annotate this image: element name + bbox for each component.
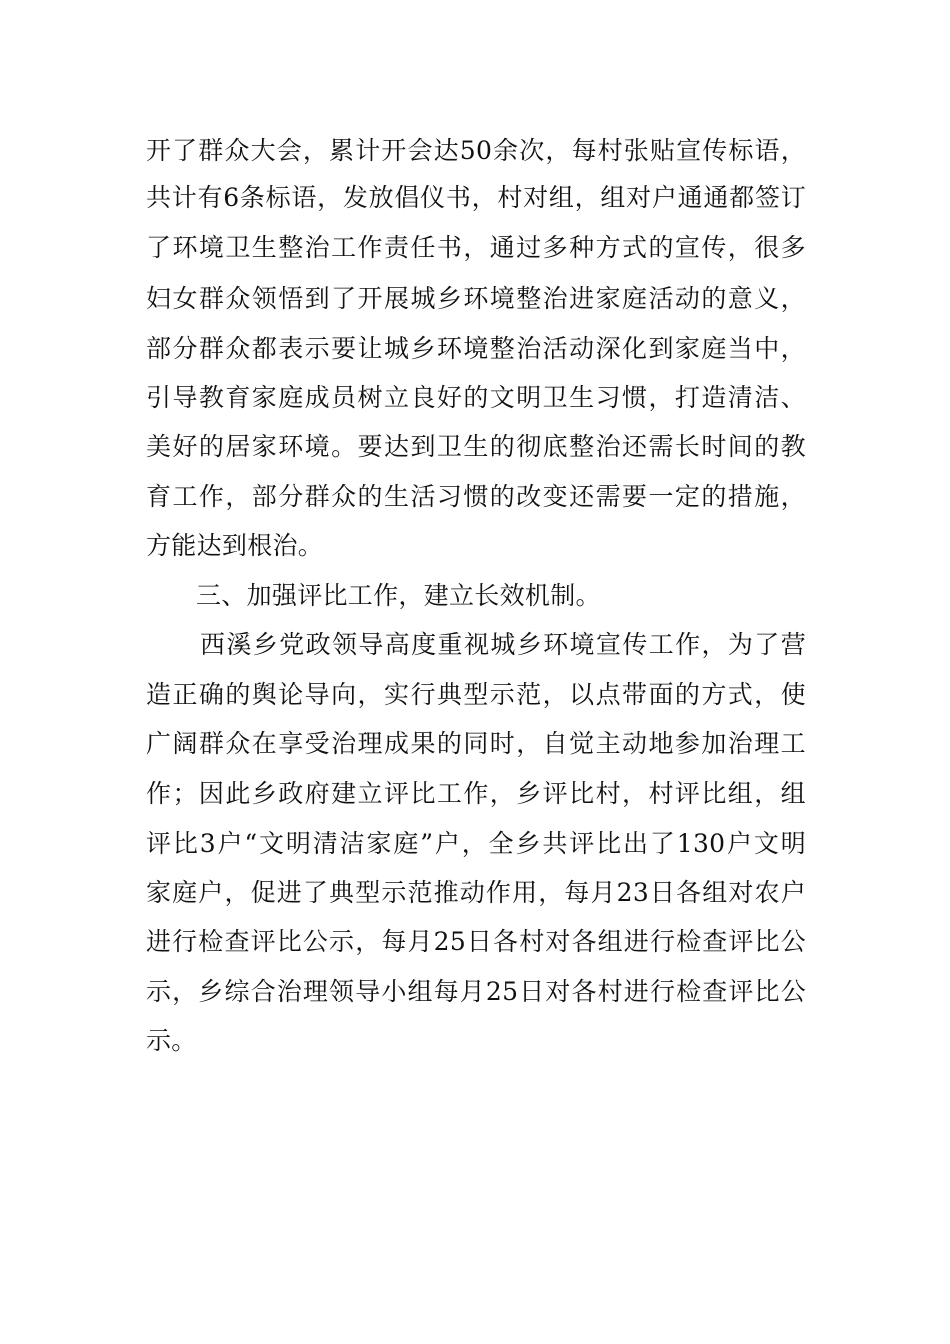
- paragraph-1-line-2: 共计有6条标语，发放倡仪书，村对组，组对户通通都签订: [146, 183, 806, 212]
- paragraph-1-line-8: 育工作，部分群众的生活习惯的改变还需要一定的措施，: [146, 482, 806, 511]
- paragraph-2-line-8: 示，乡综合治理领导小组每月25日对各村进行检查评比公: [146, 977, 806, 1006]
- paragraph-2-line-4: 作；因此乡政府建立评比工作，乡评比村，村评比组，组: [146, 779, 806, 808]
- paragraph-2-line-3: 广阔群众在享受治理成果的同时，自觉主动地参加治理工: [146, 729, 806, 758]
- paragraph-1-line-6: 引导教育家庭成员树立良好的文明卫生习惯，打造清洁、: [146, 383, 806, 412]
- paragraph-2-line-9: 示。: [146, 1026, 197, 1055]
- paragraph-2-line-6: 家庭户，促进了典型示范推动作用，每月23日各组对农户: [146, 878, 806, 907]
- paragraph-2-line-5: 评比3户“文明清洁家庭”户，全乡共评比出了130户文明: [146, 829, 806, 858]
- paragraph-1-line-9: 方能达到根治。: [146, 531, 324, 560]
- paragraph-1-line-7: 美好的居家环境。要达到卫生的彻底整治还需长时间的教: [146, 432, 806, 461]
- section-heading-3: 三、加强评比工作，建立长效机制。: [196, 581, 601, 610]
- paragraph-1-line-5: 部分群众都表示要让城乡环境整治活动深化到家庭当中，: [146, 334, 806, 363]
- paragraph-2-line-2: 造正确的舆论导向，实行典型示范，以点带面的方式，使: [146, 680, 806, 709]
- paragraph-2-line-7: 进行检查评比公示，每月25日各村对各组进行检查评比公: [146, 927, 806, 956]
- paragraph-2-line-1: 西溪乡党政领导高度重视城乡环境宣传工作，为了营: [200, 630, 806, 659]
- paragraph-1-line-1: 开了群众大会，累计开会达50余次，每村张贴宣传标语，: [146, 136, 806, 165]
- paragraph-1-line-4: 妇女群众领悟到了开展城乡环境整治进家庭活动的意义，: [146, 284, 806, 313]
- paragraph-1-line-3: 了环境卫生整治工作责任书，通过多种方式的宣传，很多: [146, 233, 806, 262]
